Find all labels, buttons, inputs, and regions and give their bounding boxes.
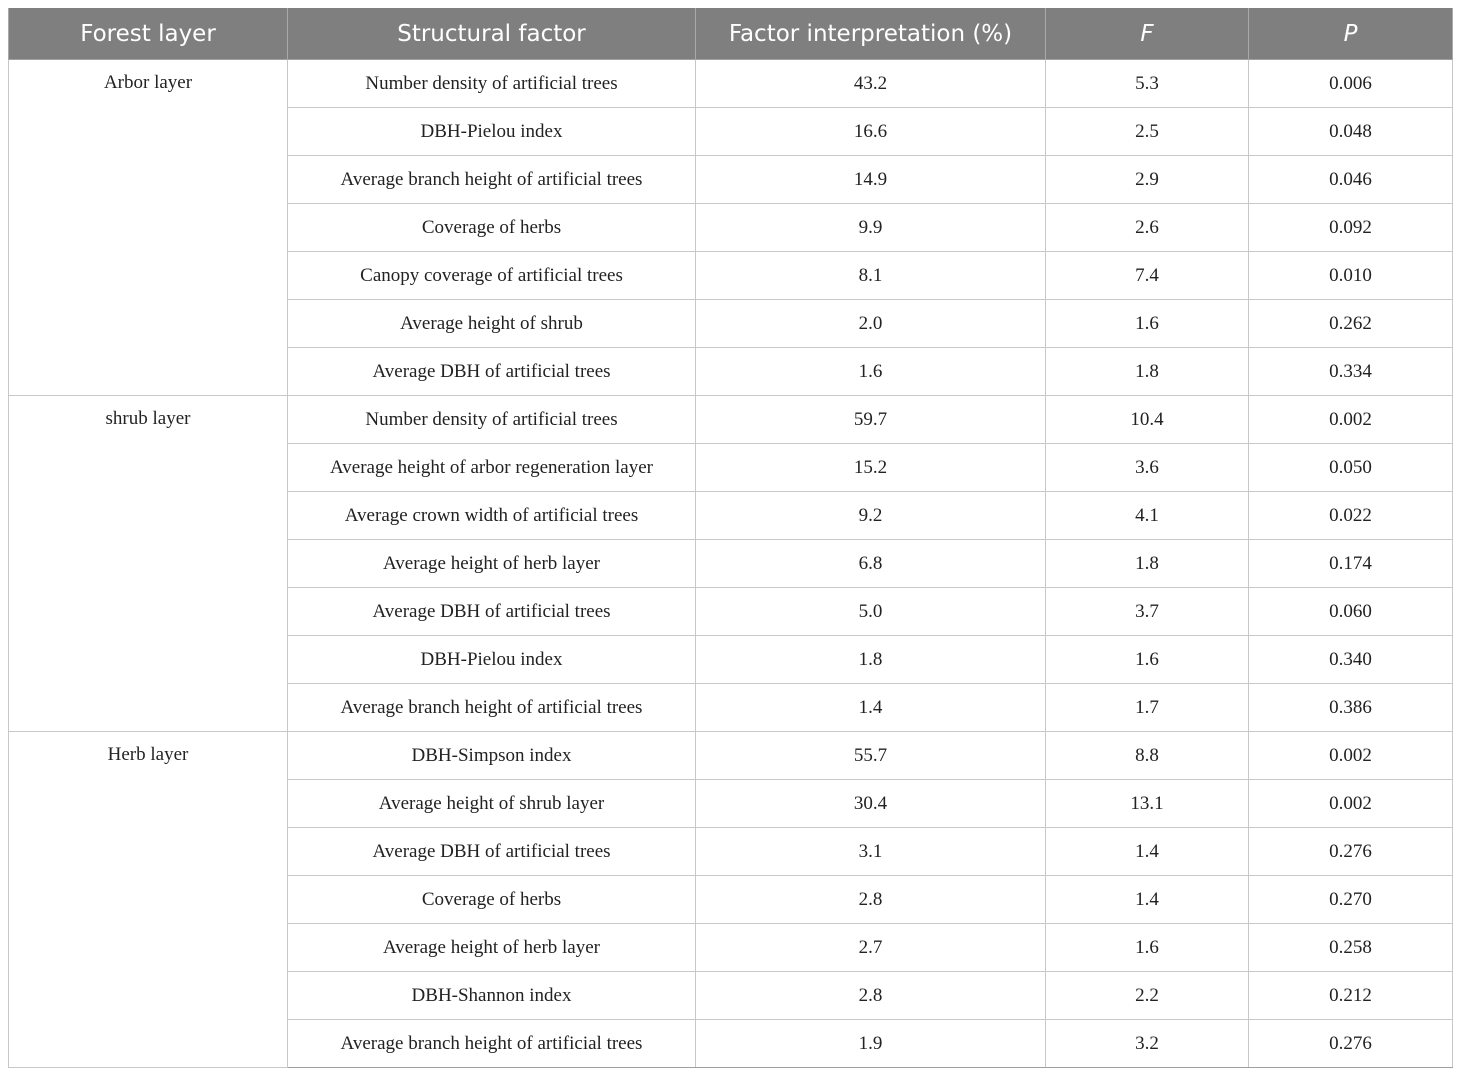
structural-factor-cell: Average height of shrub layer <box>288 780 696 828</box>
factor-interpretation-cell: 6.8 <box>696 540 1046 588</box>
factor-interpretation-cell: 8.1 <box>696 252 1046 300</box>
table-row <box>9 60 1453 108</box>
table-row <box>9 396 1453 444</box>
f-value-cell: 1.8 <box>1046 348 1249 396</box>
header-factor-interpretation: Factor interpretation (%) <box>696 8 1046 60</box>
structural-factor-cell: Average crown width of artificial trees <box>288 492 696 540</box>
forest-layer-cell: Arbor layer <box>9 60 288 396</box>
f-value-cell: 1.4 <box>1046 876 1249 924</box>
f-value-cell: 13.1 <box>1046 780 1249 828</box>
p-value-cell: 0.002 <box>1249 732 1453 780</box>
p-value-cell: 0.022 <box>1249 492 1453 540</box>
factor-interpretation-cell: 1.4 <box>696 684 1046 732</box>
p-value-cell: 0.002 <box>1249 780 1453 828</box>
factor-interpretation-cell: 1.9 <box>696 1020 1046 1068</box>
p-value-cell: 0.092 <box>1249 204 1453 252</box>
factor-interpretation-cell: 59.7 <box>696 396 1046 444</box>
f-value-cell: 1.8 <box>1046 540 1249 588</box>
p-value-cell: 0.258 <box>1249 924 1453 972</box>
factor-interpretation-cell: 2.8 <box>696 876 1046 924</box>
structural-factor-cell: DBH-Shannon index <box>288 972 696 1020</box>
p-value-cell: 0.262 <box>1249 300 1453 348</box>
data-table-container <box>8 8 1452 1068</box>
f-value-cell: 1.6 <box>1046 636 1249 684</box>
factor-interpretation-cell: 15.2 <box>696 444 1046 492</box>
structural-factor-cell: Average height of shrub <box>288 300 696 348</box>
p-value-cell: 0.046 <box>1249 156 1453 204</box>
p-value-cell: 0.334 <box>1249 348 1453 396</box>
f-value-cell: 1.7 <box>1046 684 1249 732</box>
table-body <box>9 60 1453 1068</box>
structural-factor-cell: Canopy coverage of artificial trees <box>288 252 696 300</box>
p-value-cell: 0.006 <box>1249 60 1453 108</box>
p-value-cell: 0.386 <box>1249 684 1453 732</box>
forest-layer-cell: shrub layer <box>9 396 288 732</box>
p-value-cell: 0.276 <box>1249 1020 1453 1068</box>
structural-factor-cell: Coverage of herbs <box>288 204 696 252</box>
factor-interpretation-cell: 43.2 <box>696 60 1046 108</box>
p-value-cell: 0.050 <box>1249 444 1453 492</box>
structural-factor-cell: Average DBH of artificial trees <box>288 828 696 876</box>
factor-interpretation-cell: 9.2 <box>696 492 1046 540</box>
structural-factor-cell: Number density of artificial trees <box>288 60 696 108</box>
f-value-cell: 2.2 <box>1046 972 1249 1020</box>
f-value-cell: 8.8 <box>1046 732 1249 780</box>
f-value-cell: 2.5 <box>1046 108 1249 156</box>
p-value-cell: 0.060 <box>1249 588 1453 636</box>
structural-factor-cell: Coverage of herbs <box>288 876 696 924</box>
structural-factor-cell: Average height of herb layer <box>288 540 696 588</box>
f-value-cell: 3.7 <box>1046 588 1249 636</box>
p-value-cell: 0.270 <box>1249 876 1453 924</box>
p-value-cell: 0.276 <box>1249 828 1453 876</box>
f-value-cell: 4.1 <box>1046 492 1249 540</box>
factor-interpretation-cell: 2.7 <box>696 924 1046 972</box>
factor-interpretation-cell: 1.8 <box>696 636 1046 684</box>
structural-factor-cell: Average DBH of artificial trees <box>288 348 696 396</box>
f-value-cell: 3.6 <box>1046 444 1249 492</box>
structural-factor-cell: DBH-Simpson index <box>288 732 696 780</box>
p-value-cell: 0.174 <box>1249 540 1453 588</box>
header-structural-factor: Structural factor <box>288 8 696 60</box>
f-value-cell: 10.4 <box>1046 396 1249 444</box>
f-value-cell: 2.6 <box>1046 204 1249 252</box>
p-value-cell: 0.010 <box>1249 252 1453 300</box>
f-value-cell: 7.4 <box>1046 252 1249 300</box>
factor-interpretation-cell: 30.4 <box>696 780 1046 828</box>
structural-factor-cell: DBH-Pielou index <box>288 636 696 684</box>
f-value-cell: 1.4 <box>1046 828 1249 876</box>
structural-factor-cell: Average branch height of artificial trees <box>288 684 696 732</box>
structural-factor-cell: Number density of artificial trees <box>288 396 696 444</box>
structural-factor-table <box>8 8 1453 1068</box>
factor-interpretation-cell: 9.9 <box>696 204 1046 252</box>
structural-factor-cell: Average branch height of artificial trees <box>288 1020 696 1068</box>
table-header <box>9 8 1453 60</box>
structural-factor-cell: DBH-Pielou index <box>288 108 696 156</box>
header-p: P <box>1249 8 1453 60</box>
f-value-cell: 3.2 <box>1046 1020 1249 1068</box>
p-value-cell: 0.212 <box>1249 972 1453 1020</box>
p-value-cell: 0.002 <box>1249 396 1453 444</box>
structural-factor-cell: Average DBH of artificial trees <box>288 588 696 636</box>
header-f: F <box>1046 8 1249 60</box>
table-row <box>9 732 1453 780</box>
factor-interpretation-cell: 1.6 <box>696 348 1046 396</box>
factor-interpretation-cell: 2.8 <box>696 972 1046 1020</box>
p-value-cell: 0.340 <box>1249 636 1453 684</box>
forest-layer-cell: Herb layer <box>9 732 288 1068</box>
structural-factor-cell: Average height of herb layer <box>288 924 696 972</box>
structural-factor-cell: Average height of arbor regeneration layer <box>288 444 696 492</box>
factor-interpretation-cell: 55.7 <box>696 732 1046 780</box>
f-value-cell: 1.6 <box>1046 300 1249 348</box>
factor-interpretation-cell: 14.9 <box>696 156 1046 204</box>
factor-interpretation-cell: 2.0 <box>696 300 1046 348</box>
header-forest-layer: Forest layer <box>9 8 288 60</box>
f-value-cell: 5.3 <box>1046 60 1249 108</box>
p-value-cell: 0.048 <box>1249 108 1453 156</box>
f-value-cell: 2.9 <box>1046 156 1249 204</box>
factor-interpretation-cell: 3.1 <box>696 828 1046 876</box>
f-value-cell: 1.6 <box>1046 924 1249 972</box>
header-row <box>9 8 1453 60</box>
factor-interpretation-cell: 16.6 <box>696 108 1046 156</box>
structural-factor-cell: Average branch height of artificial trees <box>288 156 696 204</box>
factor-interpretation-cell: 5.0 <box>696 588 1046 636</box>
